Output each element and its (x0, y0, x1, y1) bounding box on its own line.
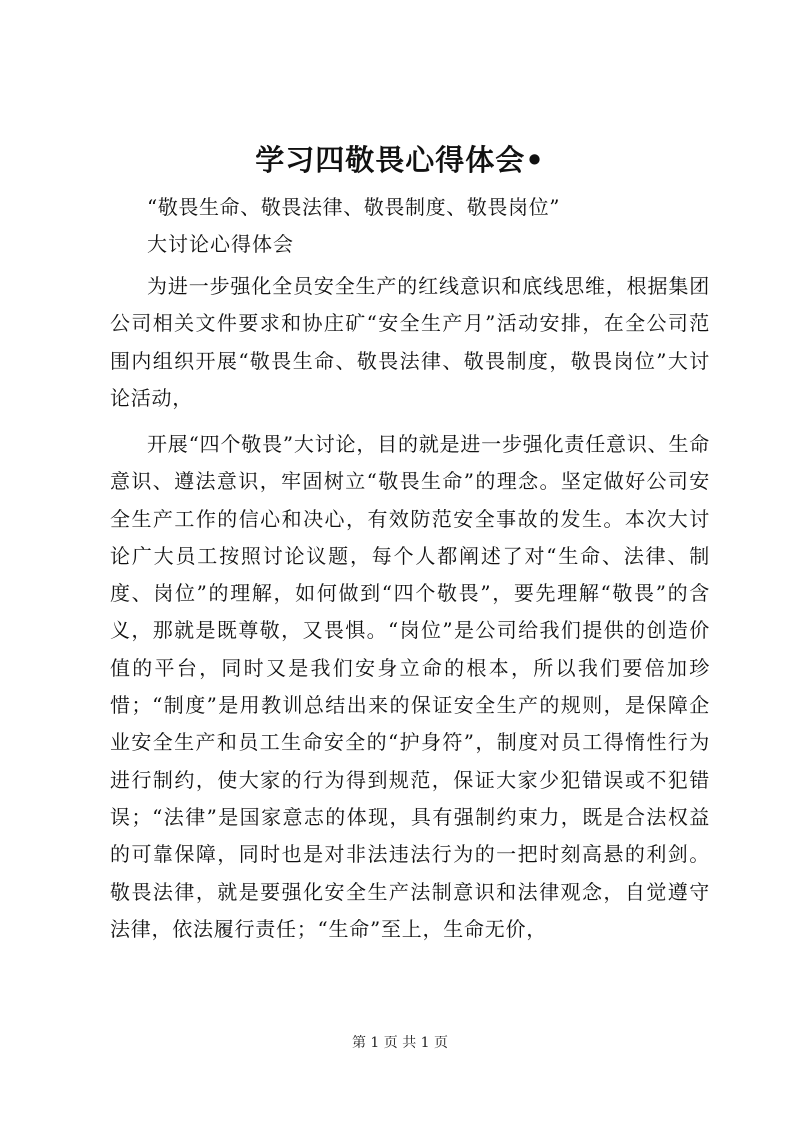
document-title: 学习四敬畏心得体会• (255, 143, 545, 177)
subtitle-line-2: 大讨论心得体会 (147, 232, 294, 256)
paragraph-2: 开展“四个敬畏”大讨论，目的就是进一步强化责任意识、生命意识、遵法意识，牢固树立“敬畏生命”的理念。坚定做好公司安全生产工作的信心和决心，有效防范安全事故的发生。本次大讨论广大员工按照讨论议题，每个人都阐述了对“生命、法律、制度、岗位”的理解，如何做到“四个敬畏”，要先理解“敬畏”的含义，那就是既尊敬，又畏惧。“岗位”是公司给我们提供的创造价值的平台，同时又是我们安身立命的根本，所以我们要倍加珍惜；“制度”是用教训总结出来的保证安全生产的规则，是保障企业安全生产和员工生命安全的“护身符”，制度对员工得惰性行为进行制约，使大家的行为得到规范，保证大家少犯错误或不犯错误；“法律”是国家意志的体现，具有强制约束力，既是合法权益的可靠保障，同时也是对非法违法行为的一把时刻高悬的利剑。敬畏法律，就是要强化安全生产法制意识和法律观念，自觉遵守法律，依法履行责任；“生命”至上，生命无价， (110, 432, 710, 941)
subtitle-line-1: “敬畏生命、敬畏法律、敬畏制度、敬畏岗位” (147, 195, 561, 219)
paragraph-1: 为进一步强化全员安全生产的红线意识和底线思维，根据集团公司相关文件要求和协庄矿“安全生产月”活动安排，在全公司范围内组织开展“敬畏生命、敬畏法律、敬畏制度，敬畏岗位”大讨论活动， (110, 274, 710, 410)
page-number-footer: 第 1 页 共 1 页 (351, 1035, 449, 1051)
